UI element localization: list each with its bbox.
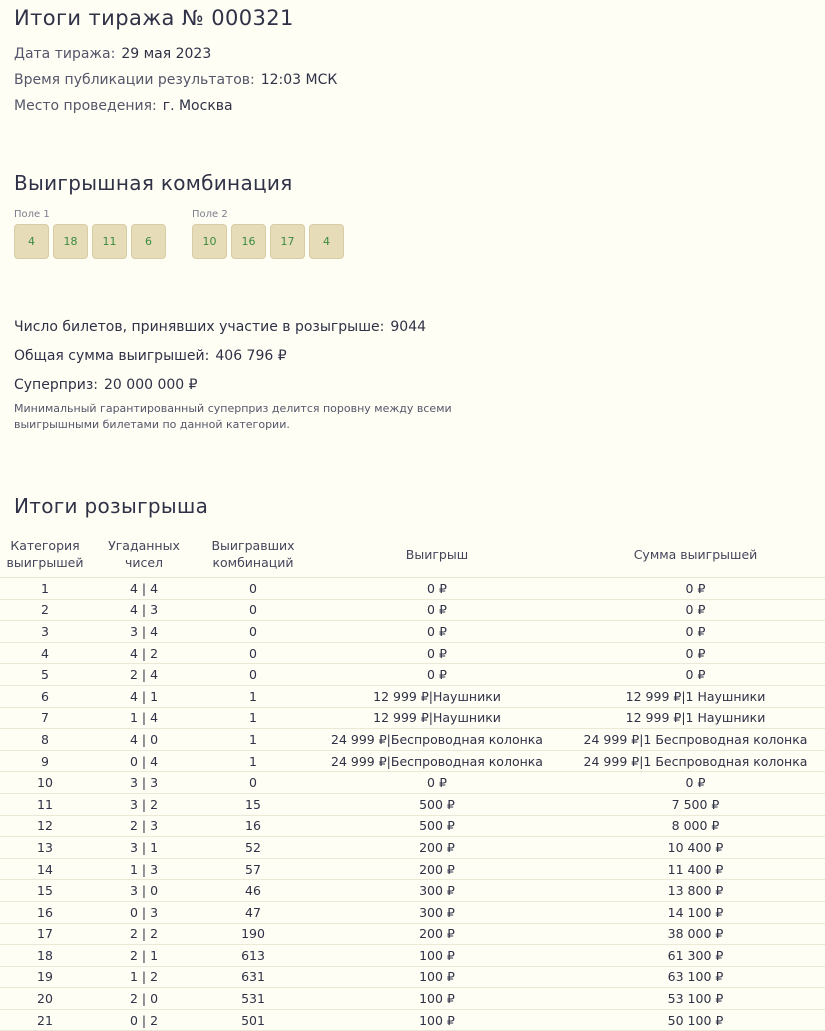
venue-value: г. Москва [162, 98, 233, 114]
draw-date-value: 29 мая 2023 [121, 46, 212, 62]
winning-ball: 10 [192, 224, 227, 259]
cell-prize: 0 ₽ [308, 772, 566, 794]
cell-matched: 0 | 3 [90, 901, 198, 923]
cell-matched: 2 | 0 [90, 988, 198, 1010]
cell-category: 15 [0, 880, 90, 902]
cell-matched: 2 | 4 [90, 664, 198, 686]
cell-category: 7 [0, 707, 90, 729]
tickets-count-value: 9044 [390, 319, 427, 335]
cell-category: 12 [0, 815, 90, 837]
combination-title: Выигрышная комбинация [14, 171, 293, 195]
cell-matched: 1 | 3 [90, 858, 198, 880]
publication-time-value: 12:03 МСК [260, 72, 338, 88]
cell-category: 4 [0, 642, 90, 664]
cell-prize: 24 999 ₽|Беспроводная колонка [308, 729, 566, 751]
cell-category: 8 [0, 729, 90, 751]
table-row [0, 945, 825, 967]
total-prize-value: 406 796 ₽ [215, 348, 287, 364]
cell-winners: 501 [198, 1009, 308, 1031]
page-title: Итоги тиража № 000321 [14, 6, 294, 30]
winning-ball: 4 [14, 224, 49, 259]
table-row [0, 750, 825, 772]
cell-category: 17 [0, 923, 90, 945]
cell-winners: 0 [198, 664, 308, 686]
cell-matched: 3 | 2 [90, 793, 198, 815]
cell-prize: 100 ₽ [308, 1009, 566, 1031]
cell-prize: 100 ₽ [308, 945, 566, 967]
cell-matched: 0 | 2 [90, 1009, 198, 1031]
field1-numbers [14, 224, 166, 259]
winning-ball: 18 [53, 224, 88, 259]
cell-total: 24 999 ₽|1 Беспроводная колонка [566, 729, 825, 751]
table-row [0, 664, 825, 686]
cell-winners: 52 [198, 837, 308, 859]
cell-matched: 1 | 2 [90, 966, 198, 988]
cell-prize: 0 ₽ [308, 578, 566, 600]
table-row [0, 729, 825, 751]
table-row [0, 707, 825, 729]
winning-ball: 4 [309, 224, 344, 259]
cell-winners: 0 [198, 599, 308, 621]
cell-matched: 4 | 3 [90, 599, 198, 621]
cell-winners: 46 [198, 880, 308, 902]
cell-matched: 3 | 3 [90, 772, 198, 794]
cell-matched: 2 | 3 [90, 815, 198, 837]
cell-prize: 0 ₽ [308, 664, 566, 686]
cell-matched: 4 | 0 [90, 729, 198, 751]
column-header-winners: Выигравших комбинаций [198, 531, 308, 578]
cell-matched: 2 | 2 [90, 923, 198, 945]
table-header-row [0, 531, 825, 578]
superprize-value: 20 000 000 ₽ [104, 377, 198, 393]
cell-category: 18 [0, 945, 90, 967]
results-table [0, 531, 825, 1031]
tickets-count-label: Число билетов, принявших участие в розыгрыше: [14, 319, 385, 335]
cell-matched: 4 | 2 [90, 642, 198, 664]
cell-total: 0 ₽ [566, 599, 825, 621]
column-header-matched: Угаданных чисел [90, 531, 198, 578]
draw-date-line [14, 46, 211, 62]
cell-prize: 0 ₽ [308, 642, 566, 664]
cell-category: 10 [0, 772, 90, 794]
cell-total: 7 500 ₽ [566, 793, 825, 815]
cell-total: 24 999 ₽|1 Беспроводная колонка [566, 750, 825, 772]
cell-prize: 500 ₽ [308, 793, 566, 815]
table-row [0, 793, 825, 815]
winning-ball: 17 [270, 224, 305, 259]
cell-prize: 0 ₽ [308, 599, 566, 621]
table-row [0, 772, 825, 794]
cell-total: 0 ₽ [566, 772, 825, 794]
venue-line [14, 98, 233, 114]
cell-total: 13 800 ₽ [566, 880, 825, 902]
table-row [0, 858, 825, 880]
table-row [0, 642, 825, 664]
table-row [0, 621, 825, 643]
cell-total: 0 ₽ [566, 664, 825, 686]
cell-prize: 300 ₽ [308, 901, 566, 923]
table-row [0, 837, 825, 859]
cell-winners: 190 [198, 923, 308, 945]
tickets-count-line [14, 319, 426, 335]
cell-winners: 0 [198, 642, 308, 664]
cell-total: 10 400 ₽ [566, 837, 825, 859]
cell-winners: 0 [198, 621, 308, 643]
cell-winners: 0 [198, 578, 308, 600]
cell-prize: 24 999 ₽|Беспроводная колонка [308, 750, 566, 772]
cell-total: 53 100 ₽ [566, 988, 825, 1010]
total-prize-line [14, 348, 287, 364]
winning-ball: 6 [131, 224, 166, 259]
cell-winners: 47 [198, 901, 308, 923]
cell-category: 11 [0, 793, 90, 815]
cell-matched: 4 | 1 [90, 685, 198, 707]
cell-total: 63 100 ₽ [566, 966, 825, 988]
venue-label: Место проведения: [14, 98, 157, 114]
cell-winners: 0 [198, 772, 308, 794]
cell-prize: 200 ₽ [308, 837, 566, 859]
cell-matched: 0 | 4 [90, 750, 198, 772]
cell-category: 19 [0, 966, 90, 988]
results-body [0, 578, 825, 1031]
results-title: Итоги розыгрыша [14, 494, 209, 518]
cell-total: 11 400 ₽ [566, 858, 825, 880]
field1-label: Поле 1 [14, 209, 50, 220]
column-header-prize: Выигрыш [308, 531, 566, 578]
cell-matched: 2 | 1 [90, 945, 198, 967]
table-row [0, 988, 825, 1010]
table-row [0, 966, 825, 988]
cell-prize: 100 ₽ [308, 966, 566, 988]
cell-winners: 1 [198, 729, 308, 751]
superprize-label: Суперприз: [14, 377, 99, 393]
cell-matched: 3 | 1 [90, 837, 198, 859]
cell-prize: 0 ₽ [308, 621, 566, 643]
cell-total: 38 000 ₽ [566, 923, 825, 945]
cell-winners: 613 [198, 945, 308, 967]
cell-total: 0 ₽ [566, 621, 825, 643]
table-row [0, 923, 825, 945]
cell-prize: 12 999 ₽|Наушники [308, 685, 566, 707]
cell-prize: 200 ₽ [308, 923, 566, 945]
cell-matched: 1 | 4 [90, 707, 198, 729]
table-row [0, 815, 825, 837]
cell-category: 9 [0, 750, 90, 772]
winning-ball: 11 [92, 224, 127, 259]
cell-total: 12 999 ₽|1 Наушники [566, 707, 825, 729]
table-row [0, 578, 825, 600]
cell-prize: 100 ₽ [308, 988, 566, 1010]
cell-category: 3 [0, 621, 90, 643]
column-header-category: Категория выигрышей [0, 531, 90, 578]
field2-numbers [192, 224, 344, 259]
superprize-line [14, 377, 198, 393]
cell-total: 12 999 ₽|1 Наушники [566, 685, 825, 707]
cell-total: 14 100 ₽ [566, 901, 825, 923]
cell-prize: 300 ₽ [308, 880, 566, 902]
cell-winners: 57 [198, 858, 308, 880]
cell-winners: 16 [198, 815, 308, 837]
table-row [0, 880, 825, 902]
cell-prize: 12 999 ₽|Наушники [308, 707, 566, 729]
draw-date-label: Дата тиража: [14, 46, 116, 62]
publication-time-label: Время публикации результатов: [14, 72, 255, 88]
cell-matched: 3 | 4 [90, 621, 198, 643]
cell-total: 0 ₽ [566, 642, 825, 664]
cell-category: 16 [0, 901, 90, 923]
cell-winners: 1 [198, 750, 308, 772]
cell-category: 13 [0, 837, 90, 859]
cell-winners: 1 [198, 685, 308, 707]
cell-matched: 4 | 4 [90, 578, 198, 600]
cell-category: 2 [0, 599, 90, 621]
table-row [0, 599, 825, 621]
table-row [0, 1009, 825, 1031]
cell-category: 5 [0, 664, 90, 686]
cell-category: 20 [0, 988, 90, 1010]
cell-total: 0 ₽ [566, 578, 825, 600]
cell-winners: 15 [198, 793, 308, 815]
cell-winners: 1 [198, 707, 308, 729]
table-row [0, 901, 825, 923]
cell-total: 61 300 ₽ [566, 945, 825, 967]
cell-category: 1 [0, 578, 90, 600]
cell-winners: 631 [198, 966, 308, 988]
total-prize-label: Общая сумма выигрышей: [14, 348, 210, 364]
field2-label: Поле 2 [192, 209, 228, 220]
superprize-note: Минимальный гарантированный суперприз делится поровну между всеми выигрышными билетами по данной категории. [14, 402, 452, 431]
column-header-total: Сумма выигрышей [566, 531, 825, 578]
cell-category: 14 [0, 858, 90, 880]
cell-winners: 531 [198, 988, 308, 1010]
cell-total: 8 000 ₽ [566, 815, 825, 837]
table-row [0, 685, 825, 707]
cell-category: 21 [0, 1009, 90, 1031]
cell-prize: 500 ₽ [308, 815, 566, 837]
cell-prize: 200 ₽ [308, 858, 566, 880]
cell-total: 50 100 ₽ [566, 1009, 825, 1031]
cell-category: 6 [0, 685, 90, 707]
publication-time-line [14, 72, 337, 88]
cell-matched: 3 | 0 [90, 880, 198, 902]
winning-ball: 16 [231, 224, 266, 259]
